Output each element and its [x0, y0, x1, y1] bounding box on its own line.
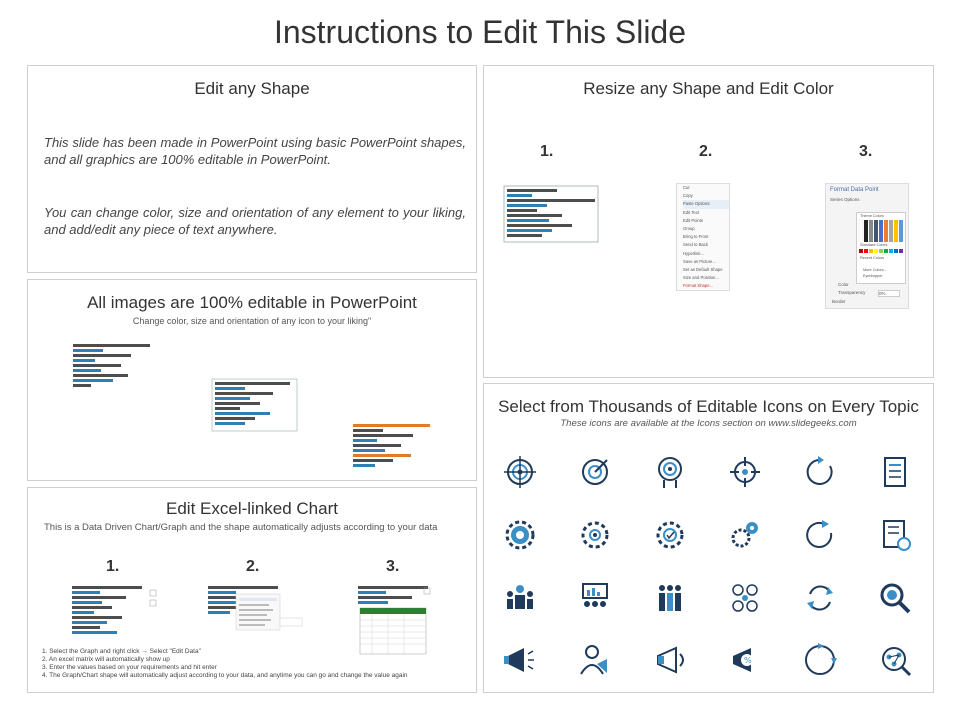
gear-target-icon[interactable]: [577, 517, 613, 553]
cycle-arrows-icon[interactable]: [802, 580, 838, 616]
images-title: All images are 100% editable in PowerPoint: [87, 293, 417, 312]
menu-item-edit-text[interactable]: Edit Text: [683, 209, 699, 215]
resize-step-3: 3.: [859, 143, 873, 160]
instruction-2: 2. An excel matrix will automatically show up: [42, 656, 170, 663]
format-pane-title: Format Data Point: [830, 187, 879, 193]
edit-shape-para-1: This slide has been made in PowerPoint using basic PowerPoint shapes, and all graphics are 100% editable in PowerPoint.: [44, 135, 466, 167]
theme-swatches[interactable]: [859, 220, 903, 242]
sample-chart-1[interactable]: [73, 342, 153, 387]
analysis-icon[interactable]: [877, 642, 913, 678]
theme-colors-label: Theme Colors: [860, 214, 884, 218]
edit-shape-title: Edit any Shape: [194, 79, 310, 98]
menu-item-paste[interactable]: Paste Options:: [683, 200, 729, 208]
excel-step-1: 1.: [106, 558, 120, 575]
instruction-3: 3. Enter the values based on your requirements and hit enter: [42, 664, 217, 671]
menu-item-group[interactable]: Group: [683, 226, 695, 232]
presentation-team-icon[interactable]: [577, 580, 613, 616]
excel-chart-2[interactable]: [208, 584, 308, 646]
color-label: Color: [838, 282, 849, 287]
checklist-icon[interactable]: [877, 454, 913, 490]
icons-panel: [483, 383, 934, 693]
megaphone-icon[interactable]: [502, 642, 538, 678]
color-palette[interactable]: [856, 212, 906, 284]
excel-step-3: 3.: [386, 558, 400, 575]
excel-panel: [27, 487, 477, 693]
excel-subtitle: This is a Data Driven Chart/Graph and the shape automatically adjusts according to your data: [44, 522, 438, 533]
instruction-1: 1. Select the Graph and right click → Select "Edit Data": [42, 648, 201, 655]
customer-support-icon[interactable]: [577, 642, 613, 678]
context-menu[interactable]: [676, 183, 730, 291]
format-pane[interactable]: [825, 183, 909, 309]
standard-colors-label: Standard Colors: [860, 243, 888, 247]
refresh-arrow-icon[interactable]: [802, 454, 838, 490]
more-colors-link[interactable]: More Colors...: [863, 268, 887, 272]
resize-step-1: 1.: [540, 143, 554, 160]
border-label[interactable]: Border: [832, 299, 846, 304]
target-icon[interactable]: [502, 454, 538, 490]
icons-subtitle: These icons are available at the Icons section on www.slidegeeks.com: [560, 418, 857, 429]
menu-item-format-shape[interactable]: Format Shape...: [683, 283, 714, 289]
menu-item-default-shape[interactable]: Set as Default Shape: [683, 267, 723, 273]
dart-target-icon[interactable]: [577, 454, 613, 490]
resize-step-2: 2.: [699, 143, 713, 160]
network-people-icon[interactable]: [727, 580, 763, 616]
slide-title: Instructions to Edit This Slide: [273, 14, 687, 50]
reload-icon[interactable]: [802, 517, 838, 553]
transparency-value[interactable]: 0%: [878, 290, 900, 297]
menu-item-size-position[interactable]: Size and Position...: [683, 275, 719, 281]
series-options-label[interactable]: Series Options: [830, 197, 860, 202]
menu-item-copy[interactable]: Copy: [683, 193, 693, 199]
edit-shape-para-2: You can change color, size and orientation of any element to your liking, and add/edit any piece of text anywhere.: [44, 205, 466, 237]
resize-step1-chart[interactable]: [502, 184, 602, 244]
sample-chart-3[interactable]: [353, 423, 433, 468]
excel-step-2: 2.: [246, 558, 260, 575]
icons-title: Select from Thousands of Editable Icons on Every Topic: [498, 397, 919, 416]
loudspeaker-icon[interactable]: [652, 642, 688, 678]
recent-colors-label: Recent Colors: [860, 256, 885, 260]
checklist-settings-icon[interactable]: [877, 517, 913, 553]
magnifier-icon[interactable]: [877, 580, 913, 616]
crosshair-icon[interactable]: [727, 454, 763, 490]
svg-text:%: %: [744, 656, 752, 665]
excel-instructions: [42, 648, 408, 680]
eyedropper-link[interactable]: Eyedropper: [863, 274, 883, 278]
images-subtitle: Change color, size and orientation of any icon to your liking": [132, 316, 372, 326]
circular-arrows-icon[interactable]: [802, 642, 838, 678]
menu-item-send-back[interactable]: Send to Back: [683, 242, 708, 248]
sample-chart-2[interactable]: [211, 378, 301, 433]
gears-icon[interactable]: [727, 517, 763, 553]
edit-shape-panel: [27, 65, 477, 273]
menu-item-cut[interactable]: Cut: [683, 185, 690, 190]
excel-chart-1[interactable]: [72, 584, 162, 646]
menu-item-save-picture[interactable]: Save as Picture...: [683, 258, 716, 264]
resize-title: Resize any Shape and Edit Color: [583, 79, 834, 98]
gear-check-icon[interactable]: [652, 517, 688, 553]
discount-megaphone-icon[interactable]: [727, 642, 763, 678]
instruction-4: 4. The Graph/Chart shape will automatically adjust according to your data, and anytime you can go and change the value again: [42, 672, 408, 679]
business-team-icon[interactable]: [652, 580, 688, 616]
menu-item-bring-front[interactable]: Bring to Front: [683, 234, 709, 240]
images-panel: [27, 279, 477, 481]
excel-title: Edit Excel-linked Chart: [166, 499, 338, 518]
menu-item-edit-points[interactable]: Edit Points: [683, 217, 704, 223]
archery-target-icon[interactable]: [652, 454, 688, 490]
menu-item-hyperlink[interactable]: Hyperlink...: [683, 250, 704, 256]
gear-icon[interactable]: [502, 517, 538, 553]
resize-panel: [483, 65, 934, 378]
team-leader-icon[interactable]: [502, 580, 538, 616]
standard-swatches[interactable]: [859, 249, 903, 254]
transparency-label: Transparency: [838, 290, 866, 295]
